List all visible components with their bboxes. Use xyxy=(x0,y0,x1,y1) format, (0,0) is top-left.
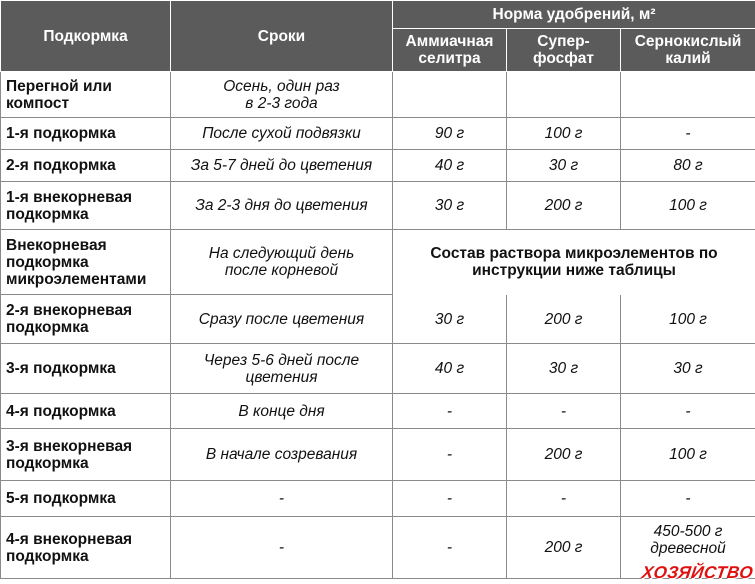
row-value-potassium: 100 г xyxy=(621,182,755,230)
table-row xyxy=(1,295,755,344)
row-name: 4-я внекорневая подкормка xyxy=(1,517,171,579)
row-term: За 5-7 дней до цветения xyxy=(171,150,393,182)
row-value-potassium: 100 г xyxy=(621,295,755,344)
table-row xyxy=(1,118,755,150)
row-term: За 2-3 дня до цветения xyxy=(171,182,393,230)
row-term: На следующий день после корневой xyxy=(171,230,393,295)
row-term: После сухой подвязки xyxy=(171,118,393,150)
row-value-phosphate: - xyxy=(507,481,621,517)
table-row xyxy=(1,150,755,182)
table-row xyxy=(1,182,755,230)
row-value-potassium: - xyxy=(621,394,755,429)
row-term: В начале созревания xyxy=(171,429,393,481)
row-value-phosphate: 30 г xyxy=(507,344,621,394)
row-name: 3-я внекорневая подкормка xyxy=(1,429,171,481)
header-terms: Сроки xyxy=(171,1,393,72)
row-term: - xyxy=(171,481,393,517)
row-value-potassium: 30 г xyxy=(621,344,755,394)
header-superphosphate: Супер- фосфат xyxy=(507,29,621,72)
row-name: Внекорневая подкормка микроэлементами xyxy=(1,230,171,295)
row-name: 5-я подкормка xyxy=(1,481,171,517)
row-value-phosphate: 100 г xyxy=(507,118,621,150)
row-value-potassium: - xyxy=(621,481,755,517)
row-name: 4-я подкормка xyxy=(1,394,171,429)
row-value-nitrate: - xyxy=(393,481,507,517)
row-value-potassium xyxy=(621,72,755,118)
row-value-phosphate: 200 г xyxy=(507,182,621,230)
table-row xyxy=(1,394,755,429)
row-value-nitrate: 30 г xyxy=(393,182,507,230)
row-value-phosphate xyxy=(507,72,621,118)
row-value-nitrate: 90 г xyxy=(393,118,507,150)
row-value-nitrate: 30 г xyxy=(393,295,507,344)
row-value-nitrate xyxy=(393,72,507,118)
row-value-potassium: 100 г xyxy=(621,429,755,481)
table-row xyxy=(1,481,755,517)
watermark-logo: ХОЗЯЙСТВО xyxy=(640,563,755,582)
table-row xyxy=(1,72,755,118)
row-value-nitrate: 40 г xyxy=(393,344,507,394)
header-norm: Норма удобрений, м² xyxy=(393,1,755,29)
row-term: Осень, один раз в 2-3 года xyxy=(171,72,393,118)
row-value-potassium: - xyxy=(621,118,755,150)
row-value-nitrate: - xyxy=(393,394,507,429)
row-name: 3-я подкормка xyxy=(1,344,171,394)
row-term: Через 5-6 дней после цветения xyxy=(171,344,393,394)
row-name: 2-я внекорневая подкормка xyxy=(1,295,171,344)
row-name: Перегной или компост xyxy=(1,72,171,118)
row-value-nitrate: - xyxy=(393,429,507,481)
row-value-phosphate: 200 г xyxy=(507,295,621,344)
row-value-nitrate: - xyxy=(393,517,507,579)
row-name: 2-я подкормка xyxy=(1,150,171,182)
row-name: 1-я внекорневая подкормка xyxy=(1,182,171,230)
row-value-phosphate: 200 г xyxy=(507,517,621,579)
table-row xyxy=(1,429,755,481)
row-note: Состав раствора микроэлементов по инструкции ниже таблицы xyxy=(393,230,755,295)
header-feeding: Подкормка xyxy=(1,1,171,72)
row-term: В конце дня xyxy=(171,394,393,429)
row-value-potassium: 450-500 г древесной xyxy=(621,517,755,579)
row-value-phosphate: 200 г xyxy=(507,429,621,481)
row-name: 1-я подкормка xyxy=(1,118,171,150)
row-term: Сразу после цветения xyxy=(171,295,393,344)
header-ammonium-nitrate: Аммиачная селитра xyxy=(393,29,507,72)
table-row xyxy=(1,230,755,295)
row-value-potassium: 80 г xyxy=(621,150,755,182)
row-value-phosphate: - xyxy=(507,394,621,429)
header-potassium-sulfate: Сернокислый калий xyxy=(621,29,755,72)
row-value-nitrate: 40 г xyxy=(393,150,507,182)
row-term: - xyxy=(171,517,393,579)
row-value-phosphate: 30 г xyxy=(507,150,621,182)
table-row xyxy=(1,344,755,394)
